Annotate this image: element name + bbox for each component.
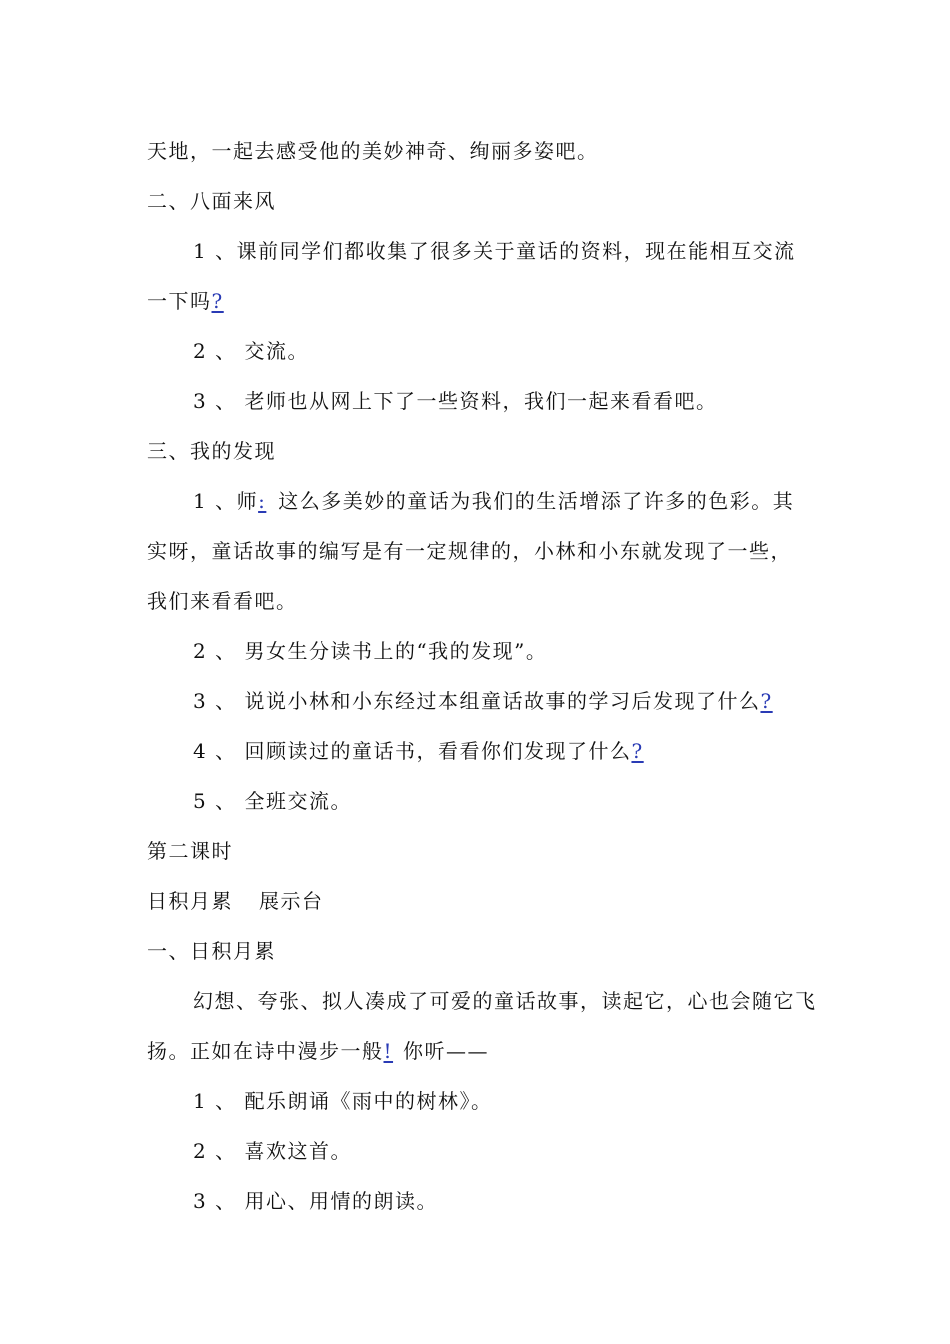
list-item — [193, 386, 863, 416]
line-text: 1 、 配乐朗诵《雨中的树林》。 — [193, 1089, 493, 1113]
line-text: 1 、课前同学们都收集了很多关于童话的资料，现在能相互交流 — [193, 239, 796, 263]
line-text: 5 、 全班交流。 — [193, 789, 352, 813]
line-text: 幻想、夸张、拟人凑成了可爱的童话故事，读起它，心也会随它飞 — [193, 989, 817, 1013]
paragraph-line — [147, 1036, 817, 1066]
line-text: 2 、 交流。 — [193, 339, 309, 363]
line-text: 3 、 说说小林和小东经过本组童话故事的学习后发现了什么 — [193, 689, 761, 713]
list-item — [193, 1136, 863, 1166]
line-text: 2 、 男女生分读书上的“我的发现”。 — [193, 639, 548, 663]
list-item — [193, 736, 863, 766]
paragraph-line — [193, 986, 863, 1016]
section-heading — [147, 936, 817, 966]
line-text: 4 、 回顾读过的童话书，看看你们发现了什么 — [193, 739, 632, 763]
heading-text: 二、八面来风 — [147, 189, 276, 213]
list-item — [193, 236, 863, 266]
revision-mark: ! — [383, 1039, 394, 1063]
heading-text: 第二课时 — [147, 839, 233, 863]
list-item — [193, 636, 863, 666]
section-heading — [147, 186, 817, 216]
heading-text: 三、我的发现 — [147, 439, 276, 463]
revision-mark: : — [258, 489, 267, 513]
line-text: 3 、 用心、用情的朗读。 — [193, 1189, 438, 1213]
revision-mark: ? — [631, 739, 644, 763]
line-text: 扬。正如在诗中漫步一般 — [147, 1039, 384, 1063]
list-item — [193, 1186, 863, 1216]
heading-text: 展示台 — [259, 889, 324, 913]
line-text: 一下吗 — [147, 289, 212, 313]
line-text: 天地，一起去感受他的美妙神奇、绚丽多姿吧。 — [147, 139, 599, 163]
paragraph-line — [147, 536, 817, 566]
line-text: 我们来看看吧。 — [147, 589, 298, 613]
list-item — [193, 786, 863, 816]
list-item — [193, 336, 863, 366]
section-heading — [147, 436, 817, 466]
lesson-heading — [147, 836, 817, 866]
paragraph-line — [147, 286, 817, 316]
lesson-subheading — [147, 886, 817, 916]
line-text: 2 、 喜欢这首。 — [193, 1139, 352, 1163]
line-text: 你听—— — [403, 1039, 490, 1063]
line-text: 1 、师 — [193, 489, 259, 513]
line-text: 这么多美妙的童话为我们的生活增添了许多的色彩。其 — [270, 489, 795, 513]
list-item — [193, 1086, 863, 1116]
revision-mark: ? — [760, 689, 773, 713]
paragraph-line — [147, 136, 817, 166]
list-item — [193, 486, 863, 516]
revision-mark: ? — [211, 289, 224, 313]
paragraph-line — [147, 586, 817, 616]
line-text: 3 、 老师也从网上下了一些资料，我们一起来看看吧。 — [193, 389, 718, 413]
line-text: 实呀，童话故事的编写是有一定规律的，小林和小东就发现了一些， — [147, 539, 792, 563]
heading-text: 一、日积月累 — [147, 939, 276, 963]
list-item — [193, 686, 863, 716]
heading-text: 日积月累 — [147, 889, 233, 913]
